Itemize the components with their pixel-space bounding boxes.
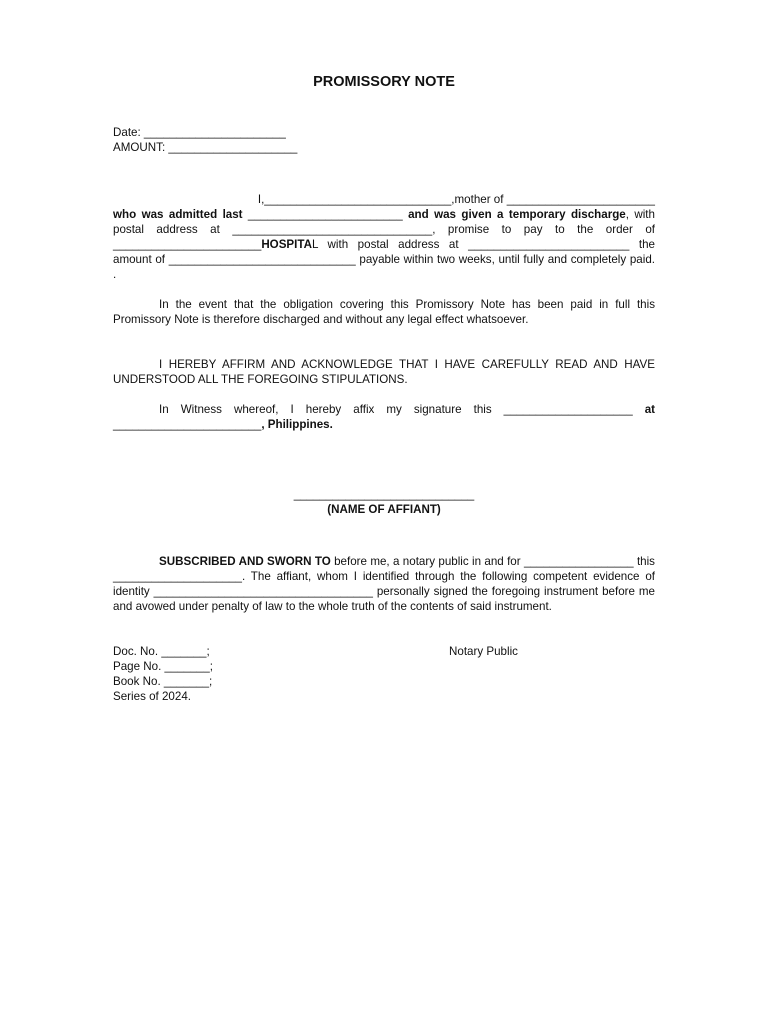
- admitted-label: who was admitted last: [113, 208, 243, 221]
- notary-public-label: Notary Public: [449, 645, 518, 658]
- notary-block: [113, 644, 655, 704]
- admitted-blank: ________________________: [242, 208, 409, 221]
- series: Series of 2024.: [113, 690, 191, 703]
- document-title: PROMISSORY NOTE: [313, 74, 455, 90]
- hospital-label: HOSPITA: [261, 238, 312, 251]
- promise-text-a: , with postal address at _______________________________, promise to pay to the order of _______________________: [113, 208, 655, 251]
- affiant-name-label: (NAME OF AFFIANT): [327, 503, 441, 516]
- affirmation-paragraph: I HEREBY AFFIRM AND ACKNOWLEDGE THAT I HAVE CAREFULLY READ AND HAVE UNDERSTOOD ALL THE FOREGOING STIPULATIONS.: [113, 358, 655, 386]
- date-line: Date: ______________________: [113, 126, 286, 139]
- affiant-signature-line: ____________________________: [293, 488, 475, 501]
- jurat-paragraph: [113, 554, 655, 614]
- affiant-signature-block: [113, 487, 655, 517]
- promise-text-b: L with postal address at _________________________ the amount of _____________________________ payable within two weeks, until fully and completely paid. .: [113, 238, 655, 281]
- promise-paragraph: [113, 192, 655, 282]
- promise-first-line: I,_____________________________,mother of _______________________: [257, 193, 655, 206]
- witness-at-label: at: [644, 403, 655, 416]
- book-no: Book No. _______;: [113, 675, 213, 688]
- witness-paragraph: [113, 402, 655, 432]
- jurat-text: before me, a notary public in and for _________________ this ____________________. The affiant, whom I identified through the following competent evidence of identity __________________________________ personally signed the foregoing instrument before me and avowed under penalty of law to the whole truth of the contents of said instrument.: [113, 555, 655, 613]
- page-no: Page No. _______;: [113, 660, 213, 673]
- doc-no: Doc. No. _______;: [113, 645, 210, 658]
- discharge-paragraph: In the event that the obligation covering this Promissory Note has been paid in full this Promissory Note is therefore discharged and without any legal effect whatsoever.: [113, 298, 655, 326]
- witness-text: In Witness whereof, I hereby affix my signature this ____________________: [159, 403, 645, 416]
- amount-line: AMOUNT: ____________________: [113, 141, 298, 154]
- witness-place-label: , Philippines.: [261, 418, 333, 431]
- discharge-label: and was given a temporary discharge: [408, 208, 626, 221]
- document-body: [113, 72, 655, 704]
- witness-place-blank: _______________________: [113, 418, 262, 431]
- jurat-heading: SUBSCRIBED AND SWORN TO: [159, 555, 331, 568]
